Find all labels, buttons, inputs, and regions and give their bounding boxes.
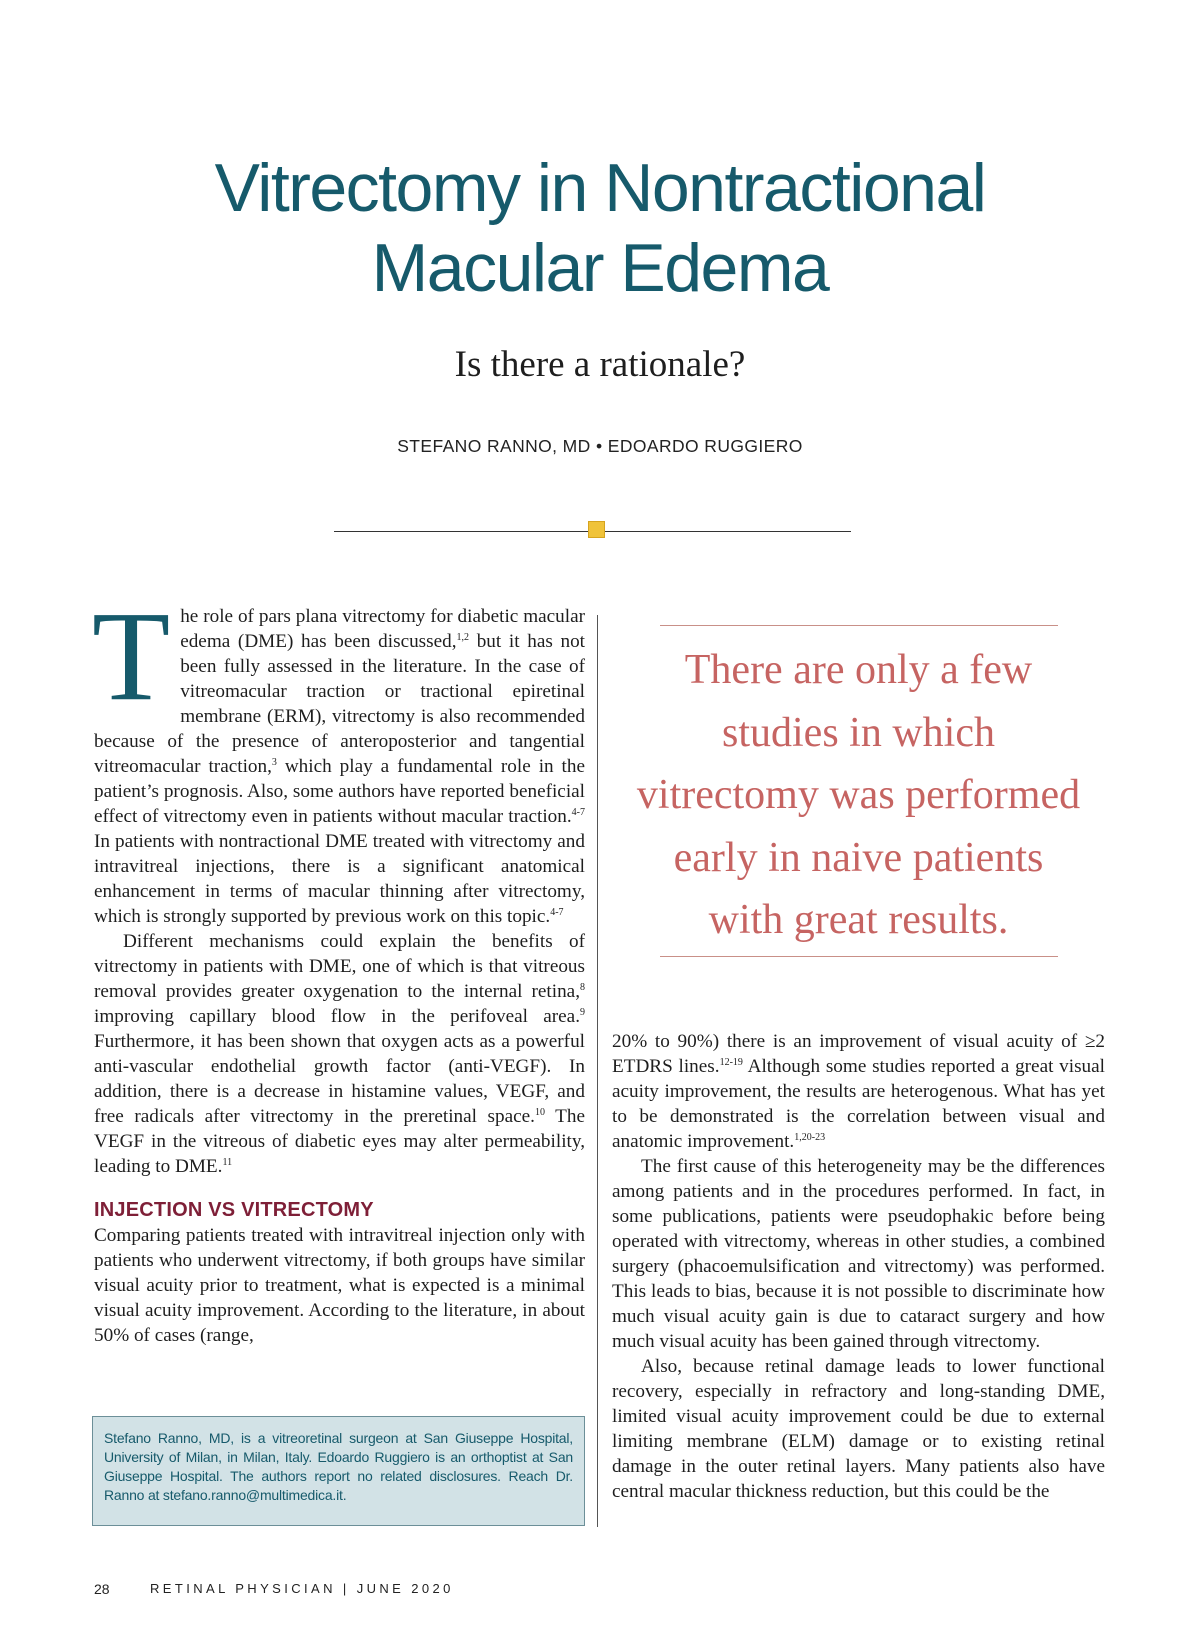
- author-bio-box: Stefano Ranno, MD, is a vitreoretinal surgeon at San Giuseppe Hospital, University of Milan, in Milan, Italy. Edoardo Ruggiero is an orthoptist at San Giuseppe Hospital. The authors report no related disclosures. Reach Dr. Ranno at stefano.ranno@multimedica.it.: [92, 1416, 585, 1526]
- citation: 11: [222, 1157, 233, 1168]
- running-footer: RETINAL PHYSICIAN | JUNE 2020: [150, 1581, 454, 1596]
- article-subtitle: Is there a rationale?: [454, 344, 746, 385]
- pull-quote-rule-top: [660, 625, 1058, 626]
- title-line-1: Vitrectomy in Nontractional: [214, 150, 986, 226]
- paragraph-3: Comparing patients treated with intravitreal injection only with patients who underwent vitrectomy, if both groups have similar visual acuity prior to treatment, what is expected is a minimal visual acuity improvement. According to the literature, in about 50% of cases (range,: [94, 1225, 585, 1346]
- citation: 3: [271, 757, 277, 768]
- right-column: [612, 1029, 1105, 1504]
- citation: 10: [534, 1107, 545, 1118]
- citation: 12-19: [719, 1057, 743, 1068]
- citation: 1,20-23: [794, 1132, 826, 1143]
- citation: 1,2: [456, 632, 470, 643]
- section-heading: INJECTION VS VITRECTOMY: [94, 1199, 374, 1221]
- ornament-line-right: [605, 531, 851, 532]
- paragraph-6: Also, because retinal damage leads to lower functional recovery, especially in refractory and long-standing DME, limited visual acuity improvement could be due to external limiting membrane (ELM) damage or to existing retinal damage in the outer retinal layers. Many patients also have central macular thickness reduction, but this could be the: [612, 1356, 1105, 1502]
- left-column: [92, 585, 585, 1348]
- article-title: [120, 148, 1080, 308]
- title-line-2: Macular Edema: [371, 230, 829, 306]
- citation: 8: [580, 982, 585, 993]
- page-number: 28: [94, 1581, 110, 1597]
- pull-quote-line: early in naive patients: [673, 834, 1044, 881]
- article-authors: STEFANO RANNO, MD • EDOARDO RUGGIERO: [397, 436, 803, 456]
- pull-quote-line: There are only a few: [684, 647, 1033, 693]
- pull-quote-line: vitrectomy was performed: [636, 772, 1081, 818]
- citation: 4-7: [571, 807, 585, 818]
- square-ornament-icon: [588, 521, 605, 538]
- paragraph-5: The first cause of this heterogeneity may be the differences among patients and in the procedures performed. In fact, in some publications, patients were pseudophakic before being operated with vitrectomy, whereas in other studies, a combined surgery (phacoemulsification and vitrectomy) was performed. This leads to bias, because it is not possible to discriminate how much visual acuity gain is due to cataract surgery and how much visual acuity has been gained through vitrectomy.: [612, 1156, 1105, 1352]
- drop-cap: T: [92, 585, 171, 727]
- pull-quote-rule-bottom: [660, 956, 1058, 957]
- paragraph-1: The role of pars plana vitrectomy for diabetic macular edema (DME) has been discussed,$^{1,2}$ but it has not been fully assessed in the literature. In the case of vitreomacular traction or tractional epiretinal membrane (ERM), vitrectomy is also recommended because of the presence of anteroposterior and tangential vitreomacular traction,$^3$ which play a fundamental role in the patient’s prognosis. Also, some authors have reported beneficial effect of vitrectomy even in patients without macular traction.$^{4-7}$ In patients with nontractional DME treated with vitrectomy and intravitreal injections, there is a significant anatomical enhancement in terms of macular thinning after vitrectomy, which is strongly supported by previous work on this topic.$^{4-7}$: [92, 585, 585, 927]
- pull-quote-line: with great results.: [708, 897, 1009, 943]
- pull-quote-line: studies in which: [722, 709, 995, 756]
- pull-quote: [606, 639, 1111, 952]
- citation: 9: [580, 1007, 585, 1018]
- citation: 4-7: [550, 907, 564, 918]
- paragraph-2: Different mechanisms could explain the benefits of vitrectomy in patients with DME, one of which is that vitreous removal provides greater oxygenation to the internal retina,$^8$ improving capillary blood flow in the perifoveal area.$^9$ Furthermore, it has been shown that oxygen acts as a powerful anti-vascular endothelial growth factor (anti-VEGF). In addition, there is a decrease in histamine values, VEGF, and free radicals after vitrectomy in the preretinal space.$^{10}$ The VEGF in the vitreous of diabetic eyes may alter permeability, leading to DME.$^{11}$: [94, 931, 585, 1177]
- column-divider: [597, 615, 598, 1527]
- ornament-line-left: [334, 531, 588, 532]
- paragraph-4: 20% to 90%) there is an improvement of visual acuity of ≥2 ETDRS lines.$^{12-19}$ Although some studies reported a great visual acuity improvement, the results are heterogenous. What has yet to be demonstrated is the correlation between visual and anatomic improvement.$^{1,20-23}$: [612, 1031, 1105, 1152]
